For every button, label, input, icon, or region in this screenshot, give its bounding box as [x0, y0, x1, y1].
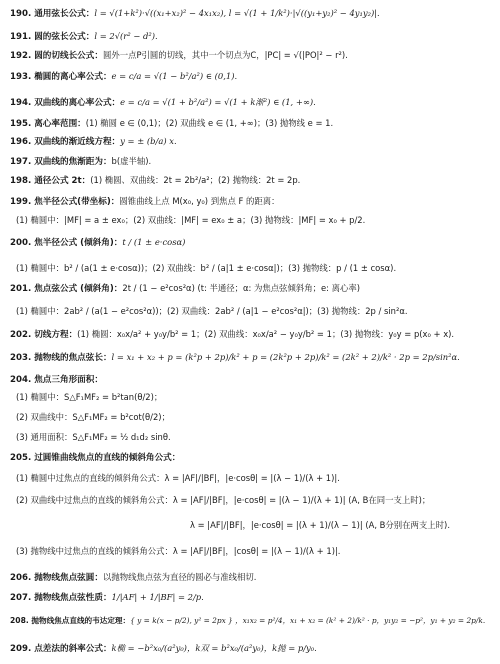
formula-205-ellipse: (1) 椭圆中过焦点的直线的倾斜角公式：λ = |AF|/|BF|，|e·cosθ| = |(λ − 1)/(λ + 1)|.	[16, 473, 340, 483]
formula-205-hyperbola-same: (2) 双曲线中过焦点的直线的倾斜角公式：λ = |AF|/|BF|，|e·cosθ| = |(λ − 1)/(λ + 1)| (A, B在同一支上时)；	[16, 495, 431, 505]
formula-208: 208. 抛物线焦点直线的韦达定理：{ y = k(x − p/2), y² = 2px } ，x₁x₂ = p²/4，x₁ + x₂ = (k² + 2)/k² · p，y₁y₂ = −p²，y₁ + y₂ = 2p/k.	[10, 616, 486, 625]
formula-204-general: (3) 通用面积：S△F₁MF₂ = ½ d₁d₂ sinθ.	[16, 432, 171, 442]
formula-200-detail: (1) 椭圆中：b² / (a(1 ± e·cosα))；(2) 双曲线：b² / (a|1 ± e·cosα|)；(3) 抛物线：p / (1 ± cosα).	[16, 263, 397, 273]
formula-197: 197. 双曲线的焦渐距为：b(虚半轴).	[10, 156, 152, 167]
formula-191: 191. 圆的弦长公式：l = 2√(r² − d²).	[10, 31, 158, 42]
formula-206: 206. 抛物线焦点弦圆：以抛物线焦点弦为直径的圆必与准线相切.	[10, 572, 257, 583]
formula-205-hyperbola-split: λ = |AF|/|BF|，|e·cosθ| = |(λ + 1)/(λ − 1)| (A, B分别在两支上时).	[190, 520, 450, 530]
formula-201: 201. 焦点弦公式 (倾斜角)：2t / (1 − e²cos²α) (t: 半通径；α: 为焦点弦倾斜角；e: 离心率)	[10, 283, 361, 294]
formula-202: 202. 切线方程：(1) 椭圆：x₀x/a² + y₀y/b² = 1；(2) 双曲线：x₀x/a² − y₀y/b² = 1；(3) 抛物线：y₀y = p(x₀ + x).	[10, 329, 455, 340]
formula-194: 194. 双曲线的离心率公式：e = c/a = √(1 + b²/a²) = √(1 + k渐²) ∈ (1, +∞).	[10, 97, 316, 108]
formula-199-detail: (1) 椭圆中：|MF| = a ± ex₀；(2) 双曲线：|MF| = ex₀ ± a；(3) 抛物线：|MF| = x₀ + p/2.	[16, 215, 366, 225]
formula-196: 196. 双曲线的渐近线方程：y = ± (b/a) x.	[10, 136, 177, 147]
formula-201-detail: (1) 椭圆中：2ab² / (a(1 − e²cos²α))；(2) 双曲线：2ab² / (a|1 − e²cos²α|)；(3) 抛物线：2p / sin²α.	[16, 306, 408, 316]
formula-209: 209. 点差法的斜率公式：k椭 = −b²x₀/(a²y₀)，k双 = b²x₀/(a²y₀)，k抛 = p/y₀.	[10, 643, 317, 654]
formula-192: 192. 圆的切线长公式：圆外一点P引圆的切线，其中一个切点为C，|PC| = √(|PO|² − r²).	[10, 50, 348, 61]
formula-204-hyperbola: (2) 双曲线中：S△F₁MF₂ = b²cot(θ/2)；	[16, 412, 170, 422]
formula-204-ellipse: (1) 椭圆中：S△F₁MF₂ = b²tan(θ/2)；	[16, 392, 163, 402]
formula-190: 190. 通用弦长公式：l = √(1+k²)·√((x₁+x₂)² − 4x₁x₂), l = √(1 + 1/k²)·|√((y₁+y₂)² − 4y₁y₂)|.	[10, 8, 380, 19]
formula-199: 199. 焦半径公式(带坐标)：圆锥曲线上点 M(x₀, y₀) 到焦点 F 的距离：	[10, 196, 280, 207]
formula-207: 207. 抛物线焦点弦性质：1/|AF| + 1/|BF| = 2/p.	[10, 592, 204, 603]
formula-193: 193. 椭圆的离心率公式：e = c/a = √(1 − b²/a²) ∈ (0,1).	[10, 71, 238, 82]
formula-195: 195. 离心率范围：(1) 椭圆 e ∈ (0,1)；(2) 双曲线 e ∈ (1, +∞)；(3) 抛物线 e = 1.	[10, 118, 334, 129]
formula-200: 200. 焦半径公式 (倾斜角)：t / (1 ± e·cosα)	[10, 237, 186, 248]
formula-204: 204. 焦点三角形面积：	[10, 375, 103, 385]
formula-205: 205. 过圆锥曲线焦点的直线的倾斜角公式：	[10, 453, 181, 463]
formula-205-parabola: (3) 抛物线中过焦点的直线的倾斜角公式：λ = |AF|/|BF|，|cosθ| = |(λ − 1)/(λ + 1)|.	[16, 546, 341, 556]
formula-203: 203. 抛物线的焦点弦长：l = x₁ + x₂ + p = (k²p + 2p)/k² + p = (2k²p + 2p)/k² = (2k² + 2)/k² · 2p = 2p/sin²α.	[10, 352, 460, 363]
formula-198: 198. 通径公式 2t：(1) 椭圆、双曲线：2t = 2b²/a²；(2) 抛物线：2t = 2p.	[10, 175, 301, 186]
